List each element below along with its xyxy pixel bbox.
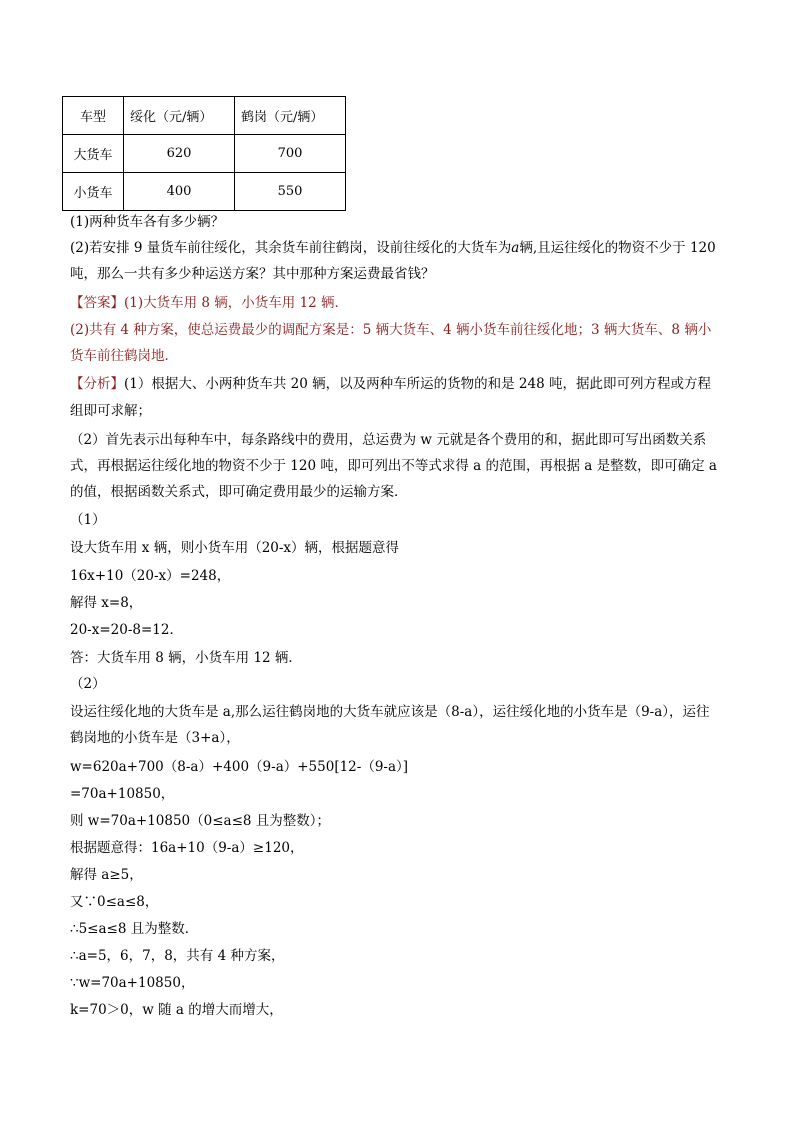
analysis-line-5: 的值，根据函数关系式，即可确定费用最少的运输方案． [70, 484, 408, 500]
solution-line: 鹤岗地的小货车是（3+a）， [70, 730, 240, 746]
solution-line: 设大货车用 x 辆，则小货车用（20-x）辆，根据题意得 [70, 540, 400, 556]
table-row [63, 135, 346, 173]
answer-text: (1)大货车用 8 辆，小货车用 12 辆． [124, 295, 349, 311]
answer-line-1 [70, 293, 348, 313]
table-cell: 大货车 [63, 135, 124, 173]
table-header-cell: 鹤岗（元/辆） [235, 97, 346, 135]
solution-line: w=620a+700（8-a）+400（9-a）+550[12-（9-a）] [70, 759, 409, 775]
solution-line: 则 w=70a+10850（0≤a≤8 且为整数）； [70, 813, 331, 829]
analysis-line-4: 式，再根据运往绥化地的物资不少于 120 吨，即可列出不等式求得 a 的范围，再根据 a 是整数，即可确定 a [70, 458, 717, 474]
table-header-cell: 绥化（元/辆） [124, 97, 235, 135]
analysis-line-1 [70, 374, 711, 394]
table-header-row [63, 97, 346, 135]
solution-line: ∴5≤a≤8 且为整数． [70, 921, 199, 937]
question-2-text: (2)若安排 9 量货车前往绥化，其余货车前往鹤岗，设前往绥化的大货车为 [70, 240, 512, 256]
solution-line: =70a+10850， [70, 786, 175, 802]
solution-line: 16x+10（20-x）=248， [70, 568, 231, 584]
answer-tag: 【答案】 [70, 295, 124, 311]
table-cell: 550 [235, 173, 346, 211]
table-cell: 700 [235, 135, 346, 173]
analysis-tag: 【分析】 [70, 376, 124, 392]
cost-table [62, 96, 346, 211]
analysis-line-2: 组即可求解； [70, 403, 151, 419]
analysis-line-3: （2）首先表示出每种车中，每条路线中的费用，总运费为 w 元就是各个费用的和，据此即可写出函数关系 [70, 432, 707, 448]
question-2-line-1 [70, 238, 716, 258]
table-cell: 620 [124, 135, 235, 173]
solution-line: 解得 x=8， [70, 595, 143, 611]
answer-line-2: (2)共有 4 种方案，使总运费最少的调配方案是：5 辆大货车、4 辆小货车前往绥化地；3 辆大货车、8 辆小 [70, 322, 712, 338]
table-header-cell: 车型 [63, 97, 124, 135]
question-2-line-2: 吨，那么一共有多少种运送方案？其中那种方案运费最省钱？ [70, 266, 435, 282]
analysis-text: (1）根据大、小两种货车共 20 辆，以及两种车所运的货物的和是 248 吨，据此即可列方程或方程 [124, 376, 711, 392]
solution-line: ∴a=5，6，7，8，共有 4 种方案， [70, 948, 285, 964]
question-2-variable: a [511, 240, 520, 256]
solution-1-label: （1） [70, 512, 106, 528]
solution-line: k=70＞0，w 随 a 的增大而增大， [70, 1002, 283, 1018]
table-row [63, 173, 346, 211]
solution-line: 20-x=20-8=12． [70, 622, 183, 638]
table-cell: 400 [124, 173, 235, 211]
question-2-text: 辆,且运往绥化的物资不少于 120 [519, 240, 716, 256]
solution-line: 根据题意得：16a+10（9-a）≥120， [70, 840, 304, 856]
question-1: (1)两种货车各有多少辆？ [70, 214, 225, 230]
table-cell: 小货车 [63, 173, 124, 211]
solution-2-label: （2） [70, 676, 106, 692]
solution-line: 解得 a≥5， [70, 867, 143, 883]
solution-line: 设运往绥化地的大货车是 a,那么运往鹤岗地的大货车就应该是（8-a），运往绥化地的小货车是（9-a），运往 [70, 704, 710, 720]
answer-line-3: 货车前往鹤岗地． [70, 348, 178, 364]
solution-line: 答：大货车用 8 辆，小货车用 12 辆． [70, 650, 302, 666]
solution-line: ∵w=70a+10850， [70, 975, 195, 991]
solution-line: 又∵0≤a≤8， [70, 894, 159, 910]
